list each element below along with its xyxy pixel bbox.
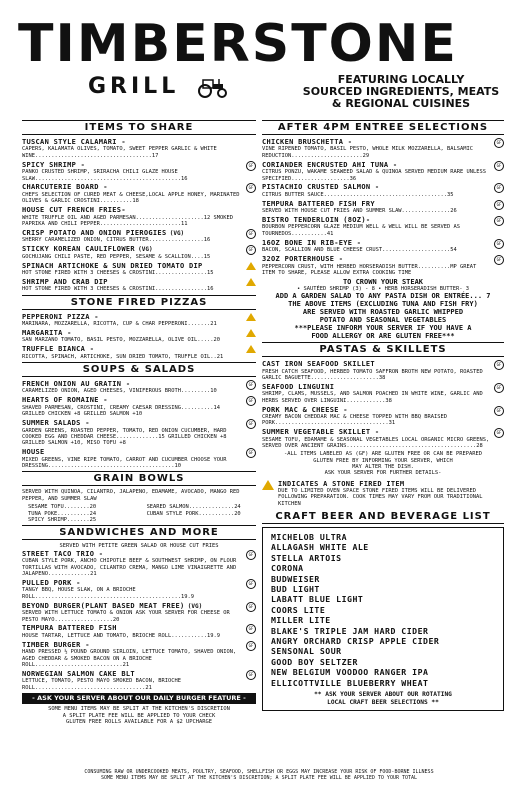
sandwiches-subtitle: SERVED WITH PETITE GREEN SALAD OR HOUSE CUT FRIES xyxy=(59,543,219,550)
beer-item: MILLER LITE xyxy=(271,615,331,626)
menu-item-name: SUMMER VEGETABLE SKILLET - xyxy=(262,428,380,437)
menu-item-desc: SERVED WITH LETTUCE TOMATO & ONION ASK YOUR SERVER FOR CHEESE OR PESTO MAYO..................20 xyxy=(22,610,230,623)
gf-badge-icon: GF xyxy=(494,255,504,265)
menu-item-name: HOUSE CUT FRENCH FRIES- xyxy=(22,206,126,215)
menu-item-name: TRUFFLE BIANCA - xyxy=(22,345,95,354)
crown-title: TO CROWN YOUR STEAK xyxy=(342,277,424,286)
menu-item xyxy=(22,183,256,204)
footer-line: SOME MENU ITEMS MAY BE SPLIT AT THE KITCHEN'S DISCRETION; A SPLIT PLATE FEE WILL BE APPLIED TO YOUR TOTAL xyxy=(100,775,418,781)
section-title-sandwiches: SANDWICHES AND MORE xyxy=(22,525,256,540)
grill-wordmark: GRILL xyxy=(88,74,180,99)
gf-badge-icon: GF xyxy=(246,550,256,560)
menu-item xyxy=(262,216,504,237)
stone-fired-triangle-icon xyxy=(246,262,256,270)
menu-item-desc: HOT STONE FIRED WITH 3 CHEESES & CROSTINI................15 xyxy=(22,269,214,276)
menu-item xyxy=(22,345,256,360)
menu-item-name: HEARTS OF ROMAINE - xyxy=(22,396,108,405)
gf-note-line: ASK YOUR SERVER FOR FURTHER DETAILS- xyxy=(324,470,442,477)
menu-item-desc: SHRIMP, CLAMS, MUSSELS, AND SALMON POACHED IN WHITE WINE, GARLIC AND HERBS SERVED OVER LINGUINI............38 xyxy=(262,391,483,404)
section-title-pastas: PASTAS & SKILLETS xyxy=(262,342,504,357)
gf-badge-icon: GF xyxy=(494,161,504,171)
menu-item-desc: CAPERS, KALAMATA OLIVES, TOMATO, SWEET PEPPER GARLIC & WHITE WINE....................................17 xyxy=(22,146,217,159)
section-title-shares: ITEMS TO SHARE xyxy=(22,120,256,135)
menu-item-desc: BOURBON PEPPERCORN GLAZE MEDIUM WELL & WELL WILL BE SERVED AS TOURNEDOS...........41 xyxy=(262,224,460,237)
beer-item: MICHELOB ULTRA xyxy=(271,531,348,542)
menu-item-name: 16OZ BONE IN RIB-EYE - xyxy=(262,238,362,247)
served-line: POTATO AND SEASONAL VEGETABLES xyxy=(319,316,447,325)
split-note-line: GLUTEN FREE ROLLS AVAILABLE FOR A $2 UPCHARGE xyxy=(65,718,213,725)
menu-item xyxy=(22,229,256,244)
menu-item-desc: WHITE TRUFFLE OIL AND AGED PARMESAN.....................12 SMOKED PAPRIKA AND CHILI PEPPER.........................11 xyxy=(22,214,233,227)
crown-desc: • SAUTÉED SHRIMP (3) - 8 • HERB HORSERADISH BUTTER- 3 xyxy=(296,285,469,292)
vegan-label: (VG) xyxy=(187,602,203,610)
menu-item xyxy=(22,624,256,639)
menu-item-desc: HOT STONE FIRED WITH 3 CHEESES & CROSTINI................16 xyxy=(22,286,214,293)
beer-item: NEW BELGIUM VOODOO RANGER IPA xyxy=(271,667,429,678)
gf-badge-icon: GF xyxy=(246,380,256,390)
gf-badge-icon: GF xyxy=(494,138,504,148)
menu-item-desc: CITRUS BUTTER SAUCE......................................35 xyxy=(262,191,454,198)
menu-item-desc: PEPPERCORN CRUST, WITH HERBED HORSERADISH BUTTER..........MP GREAT ITEM TO SHARE, PLEASE ALLOW EXTRA COOKING TIME xyxy=(262,263,477,276)
menu-item-name: SPICY SHRIMP - xyxy=(22,160,86,169)
menu-item-desc: FRESH CATCH SEAFOOD, HERBED TOMATO SAFFRON BROTH NEW POTATO, ROASTED GARLIC BAGUETTE.....................38 xyxy=(262,368,483,382)
section-title-bowls: GRAIN BOWLS xyxy=(22,471,256,486)
menu-item-desc: SHERRY CARAMELIZED ONION, CITRUS BUTTER.................16 xyxy=(22,237,211,244)
menu-item xyxy=(22,262,256,277)
entrees-list xyxy=(262,138,504,276)
beer-item: ALLAGASH WHITE ALE xyxy=(271,542,369,553)
menu-item-name: SUMMER SALADS - xyxy=(22,419,90,428)
gf-badge-icon: GF xyxy=(494,183,504,193)
menu-item-name: PEPPERONI PIZZA - xyxy=(22,312,99,321)
left-column xyxy=(22,118,256,725)
menu-item-name: HOUSE xyxy=(22,448,45,457)
section-title-beer: CRAFT BEER AND BEVERAGE LIST xyxy=(262,510,504,524)
menu-item xyxy=(262,383,504,404)
gf-badge-icon: GF xyxy=(246,448,256,458)
menu-item xyxy=(22,448,256,469)
menu-item xyxy=(262,360,504,381)
bowl-option-row xyxy=(28,517,256,523)
served-note xyxy=(262,300,504,340)
menu-item xyxy=(262,138,504,159)
gf-badge-icon: GF xyxy=(494,239,504,249)
bowls-description: SERVED WITH QUINOA, CILANTRO, JALAPENO, EDAMAME, AVOCADO, MANGO RED PEPPER, AND SUMMER SLAW xyxy=(22,489,240,502)
pastas-list xyxy=(262,360,504,449)
stone-note-desc: DUE TO LIMITED OVEN SPACE STONE FIRED ITEMS WILL BE DELIVERED FOLLOWING PREPARATION. COOK TIMES MAY VARY FROM OUR TRADITIONAL KITCHEN xyxy=(278,487,483,507)
menu-item-name: PORK MAC & CHEESE - xyxy=(262,405,348,414)
menu-item-name: TUSCAN STYLE CALAMARI - xyxy=(22,138,126,146)
tagline-line: & REGIONAL CUISINES xyxy=(331,97,471,110)
menu-item-name: SPINACH ARTICHOKE & SUN DRIED TOMATO DIP xyxy=(22,261,203,270)
menu-item xyxy=(22,245,256,260)
stone-note-title: INDICATES A STONE FIRED ITEM xyxy=(278,479,405,488)
menu-item-name: TEMPURA BATTERED FISH xyxy=(22,624,117,633)
bowl-option: CUBAN STYLE PORK...........20 xyxy=(146,510,241,517)
gf-badge-icon: GF xyxy=(246,641,256,651)
beer-item: ANGRY ORCHARD CRISP APPLE CIDER xyxy=(271,636,440,646)
gluten-free-note xyxy=(262,451,504,477)
pizzas-list xyxy=(22,313,256,360)
menu-item-desc: HAND PRESSED ½ POUND GROUND SIRLOIN, LETTUCE TOMATO, SHAVED ONION, AGED CHEDDAR & SMOKED BACON ON A BRIOCHE ROLL...........................21 xyxy=(22,649,237,668)
menu-item-name: CORIANDER ENCRUSTED AHI TUNA - xyxy=(262,160,398,169)
gf-badge-icon: GF xyxy=(246,624,256,634)
menu-item-name: 32OZ PORTERHOUSE - xyxy=(262,255,344,264)
stone-fired-legend xyxy=(262,480,504,507)
menu-item xyxy=(22,550,256,578)
split-note-line: SOME MENU ITEMS MAY BE SPLIT AT THE KITCHEN'S DISCRETION xyxy=(48,706,230,713)
menu-item-name: PISTACHIO CRUSTED SALMON - xyxy=(262,183,380,192)
beer-item: SENSONAL SOUR xyxy=(271,646,342,657)
menu-item-name: CAST IRON SEAFOOD SKILLET xyxy=(262,360,375,369)
menu-item-desc: CHEFS SELECTION OF CURED MEAT & CHEESE,LOCAL APPLE HONEY, MARINATED OLIVES & GARLIC CROSTINI..........18 xyxy=(22,191,240,205)
menu-item-name: CRISP POTATO AND ONION PIEROGIES xyxy=(22,228,167,237)
tagline-line: SOURCED INGREDIENTS, MEATS xyxy=(302,85,500,98)
vegan-label: (VG) xyxy=(138,246,153,254)
shares-list xyxy=(22,138,256,293)
menu-item xyxy=(22,602,256,623)
menu-item-name: STREET TACO TRIO - xyxy=(22,549,104,558)
gf-badge-icon: GF xyxy=(494,200,504,210)
menu-item-name: NORWEGIAN SALMON CAKE BLT xyxy=(22,669,135,678)
menu-item-name: BISTRO TENDERLOIN (8OZ)- xyxy=(262,216,371,225)
menu-item-name: SHRIMP AND CRAB DIP xyxy=(22,277,108,286)
menu-item-name: BEYOND BURGER(PLANT BASED MEAT FREE) xyxy=(22,601,185,610)
menu-item xyxy=(262,161,504,182)
vegan-label: (VG) xyxy=(169,229,185,237)
gf-badge-icon: GF xyxy=(246,396,256,406)
bowl-option: SEARED SALMON..............24 xyxy=(146,504,241,511)
menu-item-desc: SESAME TOFU, EDAMAME & SEASONAL VEGETABLES LOCAL ORGANIC MICRO GREENS, SERVED OVER ANCIENT GRAINS........................................28 xyxy=(262,436,490,450)
menu-item xyxy=(22,396,256,417)
menu-item-desc: LETTUCE, TOMATO, PESTO MAYO SMOKED BACON, BRIOCHE ROLL..................................21 xyxy=(22,678,182,691)
gf-badge-icon: GF xyxy=(246,670,256,680)
bowls-options xyxy=(28,504,256,523)
restaurant-logo: TIMBERSTONE xyxy=(18,14,458,74)
menu-item-name: TIMBER BURGER - xyxy=(22,640,90,649)
gf-badge-icon: GF xyxy=(246,245,256,255)
menu-item-desc: SHAVED PARMESAN, CROSTINI, CREAMY CAESAR DRESSING..........14 GRILLED CHICKEN +8 GRILLED SALMON +10 xyxy=(22,404,220,418)
menu-item xyxy=(22,641,256,669)
menu-item-name: CHARCUTERIE BOARD - xyxy=(22,183,108,192)
soups-list xyxy=(22,380,256,469)
menu-item-desc: BACON, SCALLION AND BLUE CHEESE CRUST.....................54 xyxy=(262,247,457,254)
beer-item: STELLA ARTOIS xyxy=(271,552,342,563)
menu-item xyxy=(22,278,256,293)
gf-note-line: MAY ALTER THE DISH. xyxy=(352,463,414,470)
menu-item xyxy=(262,255,504,276)
footer-disclaimer xyxy=(0,769,518,781)
menu-item xyxy=(22,329,256,344)
menu-item-desc: RICOTTA, SPINACH, ARTICHOKE, SUN DRIED TOMATO, TRUFFLE OIL..21 xyxy=(22,353,224,360)
menu-item xyxy=(22,579,256,600)
gf-note-line: GLUTEN FREE BY INFORMING YOUR SERVER, WHICH xyxy=(313,457,453,464)
menu-item-name: STICKY KOREAN CAULIFLOWER xyxy=(22,245,135,254)
section-title-pizzas: STONE FIRED PIZZAS xyxy=(22,295,256,310)
bowl-option: SESAME TOFU........20 xyxy=(28,504,97,511)
menu-item xyxy=(262,406,504,427)
menu-item-desc: SAN MARZANO TOMATO, BASIL PESTO, MOZZARELLA, OLIVE OIL.....20 xyxy=(22,337,220,344)
beer-item: BUD LIGHT xyxy=(271,583,320,594)
garden-salad-note: ADD A GARDEN SALAD TO ANY PASTA DISH OR ENTRÉE... 7 xyxy=(275,292,491,301)
tagline-line: FEATURING LOCALLY xyxy=(337,73,465,86)
section-title-entrees: AFTER 4PM ENTREE SELECTIONS xyxy=(262,120,504,135)
menu-item xyxy=(262,239,504,254)
menu-item xyxy=(22,313,256,328)
menu-item-desc: MARINARA, MOZZARELLA, RICOTTA, CUP & CHAR PEPPERONI.......21 xyxy=(22,321,217,328)
gf-badge-icon: GF xyxy=(246,229,256,239)
menu-item-name: TEMPURA BATTERED FISH FRY xyxy=(262,199,375,208)
served-line: THE ABOVE ITEMS (EXCLUDING TUNA AND FISH FRY) xyxy=(288,300,478,309)
daily-burger-banner: - ASK YOUR SERVER ABOUT OUR DAILY BURGER FEATURE - xyxy=(22,693,256,704)
menu-item xyxy=(22,206,256,227)
stone-fired-triangle-icon xyxy=(246,278,256,286)
menu-item-desc: SERVED WITH HOUSE CUT FRIES AND SUMMER SLAW...............26 xyxy=(262,208,457,215)
gf-badge-icon: GF xyxy=(494,360,504,370)
beer-item: LABATT BLUE LIGHT xyxy=(271,594,364,605)
menu-item-desc: GOCHUJANG CHILI PASTE, RED PEPPER, SESAME & SCALLION....15 xyxy=(22,253,211,260)
beer-note-line: ** ASK YOUR SERVER ABOUT OUR ROTATING xyxy=(314,691,452,699)
bowl-option: SPICY SHRIMP.......25 xyxy=(28,517,97,524)
menu-item-name: CHICKEN BRUSCHETTA - xyxy=(262,138,353,146)
served-line: ARE SERVED WITH ROASTED GARLIC WHIPPED xyxy=(302,308,464,317)
gf-badge-icon: GF xyxy=(494,383,504,393)
beer-item: COORS LITE xyxy=(271,604,326,615)
beer-note-line: LOCAL CRAFT BEER SELECTIONS ** xyxy=(327,698,439,706)
menu-item-name: SEAFOOD LINGUINI xyxy=(262,382,335,391)
menu-item-desc: MIXED GREENS, VINE RIPE TOMATO, CARROT AND CUCUMBER CHOOSE YOUR DRESSING.......................................10 xyxy=(22,456,227,470)
menu-item-desc: GARDEN GREENS, ROASTED PEPPER, TOMATO, RED ONION CUCUMBER, HARD COOKED EGG AND CHEDDAR CHEESE.............15 GRILLED CHICKEN +8 GRILLED SALMON +10, MISO TOFU +8 xyxy=(22,427,227,447)
beer-list xyxy=(271,532,495,688)
stone-fired-triangle-icon xyxy=(262,480,274,490)
gf-badge-icon: GF xyxy=(494,406,504,416)
menu-item-desc: CITRUS PONZU, WAKAME SEAWEED SALAD & QUINOA SERVED MEDIUM RARE UNLESS SPECIFIED..................36 xyxy=(262,169,486,182)
menu-item-desc: HOUSE TARTAR, LETTUCE AND TOMATO, BRIOCHE ROLL...........19.9 xyxy=(22,632,220,639)
footer-line: CONSUMING RAW OR UNDERCOOKED MEATS, POULTRY, SEAFOOD, SHELLFISH OR EGGS MAY INCREASE YOUR RISK OF FOOD-BORNE ILLNESS xyxy=(84,769,434,775)
gf-badge-icon: GF xyxy=(246,183,256,193)
beer-item: CORONA xyxy=(271,563,304,574)
menu-item-desc: CARAMELIZED ONION, AGED CHEESES, VINIFEROUS BROTH.........10 xyxy=(22,388,217,395)
gf-badge-icon: GF xyxy=(246,161,256,171)
header-tagline xyxy=(296,74,506,110)
stone-fired-legend-text xyxy=(278,480,504,507)
menu-item xyxy=(22,380,256,395)
allergy-line: ***PLEASE INFORM YOUR SERVER IF YOU HAVE A xyxy=(294,324,472,333)
right-column xyxy=(262,118,504,711)
menu-item-desc: PANKO CRUSTED SHRIMP, SRIRACHA CHILI GLAZE HOUSE SLAW.............................................16 xyxy=(22,169,188,182)
tractor-icon xyxy=(195,76,229,98)
gf-badge-icon: GF xyxy=(246,419,256,429)
menu-item-desc: CREAMY BACON CHEDDAR MAC & CHEESE TOPPED WITH BBQ BRAISED PORK...................................31 xyxy=(262,414,447,427)
menu-header xyxy=(0,0,518,118)
split-note-line: A SPLIT PLATE FEE WILL BE APPLIED TO YOUR CHECK xyxy=(62,712,216,719)
stone-fired-triangle-icon xyxy=(246,345,256,353)
menu-item-desc: CUBAN STYLE PORK, ANCHO CHIPOTLE BEEF & SOUTHWEST SHRIMP, ON FLOUR TORTILLAS WITH AVOCADO, CILANTRO CREMA, MANGO LIME VINAIGRETTE AND JALAPENO.............21 xyxy=(22,558,237,578)
section-title-soups: SOUPS & SALADS xyxy=(22,362,256,377)
stone-fired-triangle-icon xyxy=(246,313,256,321)
menu-item xyxy=(22,670,256,691)
gf-badge-icon: GF xyxy=(494,428,504,438)
menu-item-desc: TANGY BBQ, HOUSE SLAW, ON A BRIOCHE ROLL.............................................19.9 xyxy=(22,587,195,600)
menu-item-desc: VINE RIPENED TOMATO, BASIL PESTO, WHOLE MILK MOZZARELLA, BALSAMIC REDUCTION......................29 xyxy=(262,146,473,159)
allergy-line: FOOD ALLERGY OR ARE GLUTEN FREE*** xyxy=(311,332,455,341)
beer-item: BUDWEISER xyxy=(271,573,320,584)
menu-item xyxy=(22,419,256,447)
stone-fired-triangle-icon xyxy=(246,329,256,337)
gf-badge-icon: GF xyxy=(246,602,256,612)
beer-item: BLAKE'S TRIPLE JAM HARD CIDER xyxy=(271,625,429,636)
beer-item: GOOD BOY SELTZER xyxy=(271,656,358,667)
gf-badge-icon: GF xyxy=(246,579,256,589)
beer-note xyxy=(271,691,495,706)
beer-item: ELLICOTTVILLE BLUEBERRY WHEAT xyxy=(271,677,429,688)
menu-item-name: FRENCH ONION AU GRATIN - xyxy=(22,380,131,389)
menu-item xyxy=(22,161,256,182)
beer-list-box xyxy=(262,527,504,711)
menu-item xyxy=(262,183,504,198)
bowl-option: TUNA POKE..........24 xyxy=(28,510,97,517)
split-note xyxy=(22,706,256,725)
menu-item-name: PULLED PORK - xyxy=(22,579,81,587)
gf-badge-icon: GF xyxy=(494,216,504,226)
menu-item-name: MARGARITA - xyxy=(22,328,72,337)
menu-item xyxy=(262,200,504,215)
sandwiches-list xyxy=(22,550,256,691)
gf-note-line: -ALL ITEMS LABELED AS (GF) ARE GLUTEN FREE OR CAN BE PREPARED xyxy=(284,451,482,458)
bowl-option xyxy=(147,517,256,523)
menu-item xyxy=(22,138,256,159)
menu-item xyxy=(262,428,504,449)
